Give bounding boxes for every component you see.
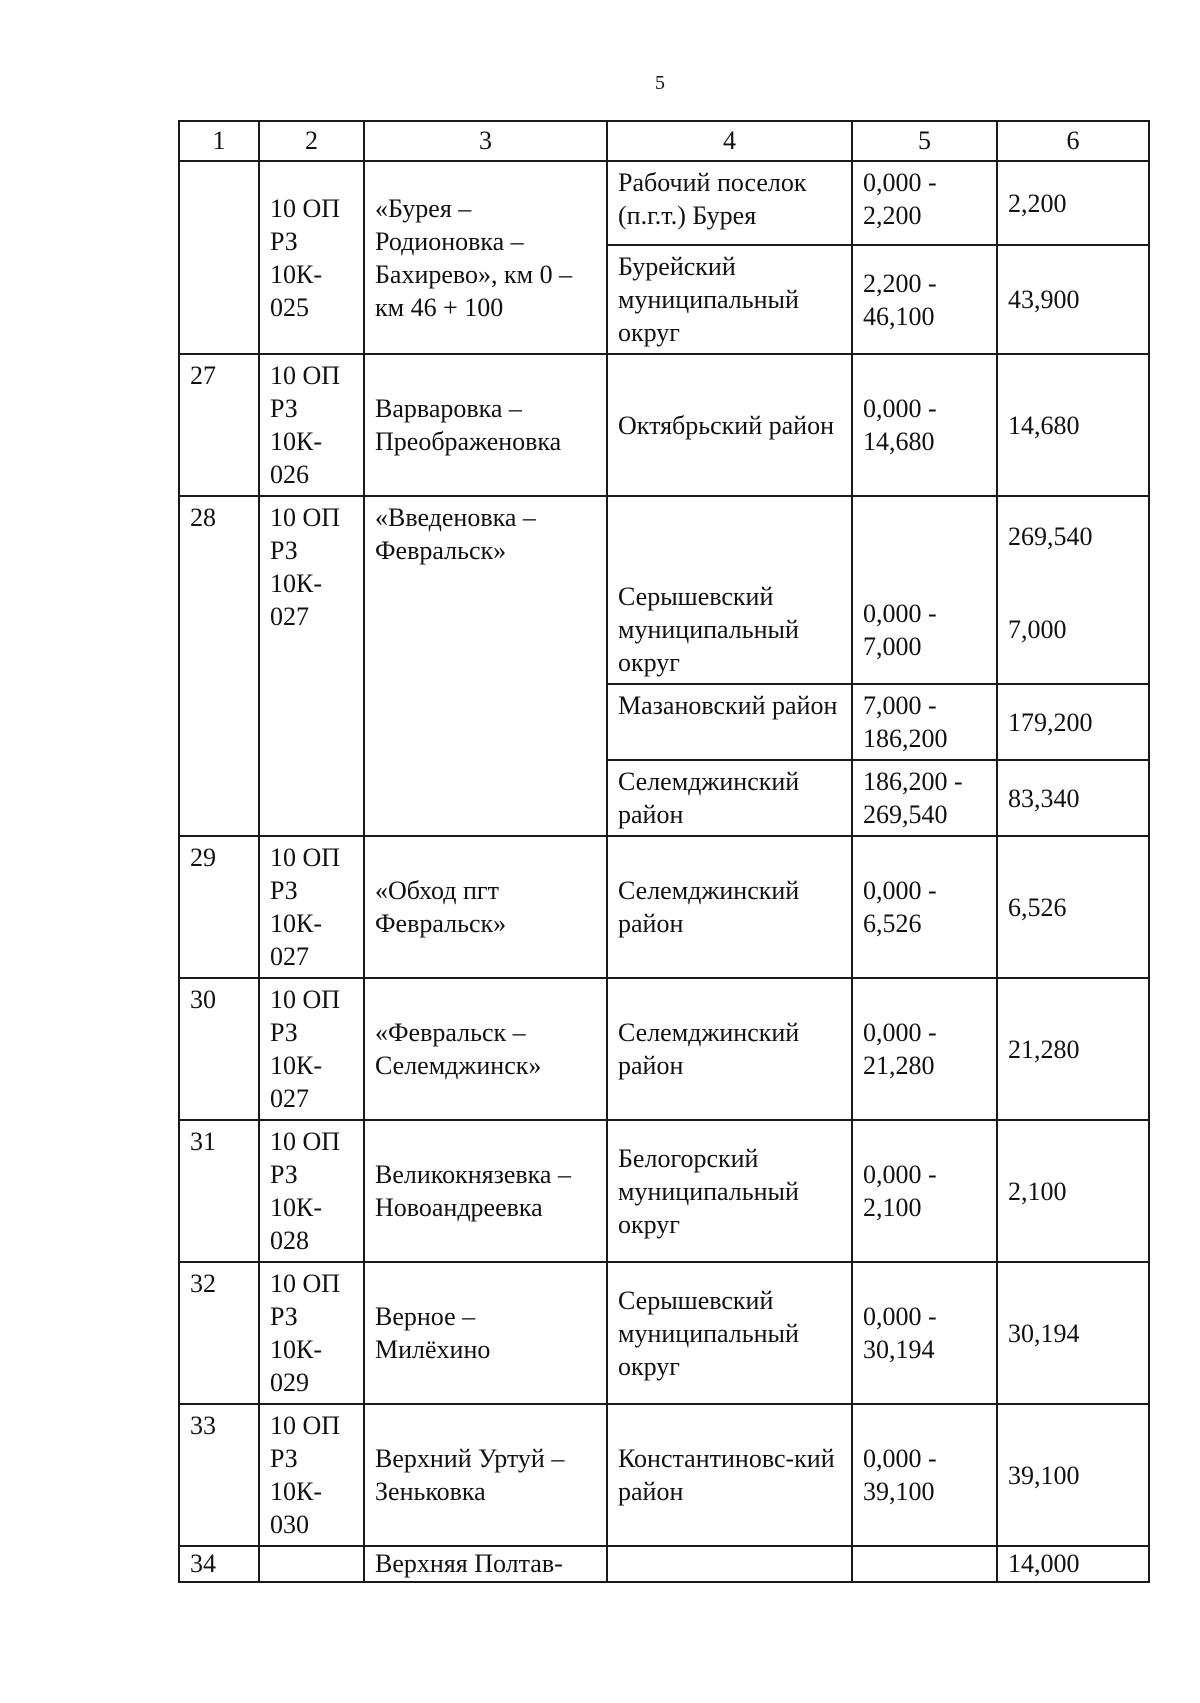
road-code xyxy=(259,1262,364,1404)
table-row xyxy=(179,161,1149,245)
column-header: 1 xyxy=(179,121,259,161)
road-code-line: РЗ xyxy=(270,876,298,905)
road-code xyxy=(259,978,364,1120)
length-km: 14,680 xyxy=(997,354,1149,496)
road-code-line: 025 xyxy=(270,292,309,322)
km-range: 0,000 - 21,280 xyxy=(852,978,997,1120)
road-code-line: 027 xyxy=(270,1084,309,1113)
road-code xyxy=(259,496,364,836)
km-range: 0,000 - 14,680 xyxy=(852,354,997,496)
table-row xyxy=(179,1120,1149,1262)
length-km: 2,200 xyxy=(997,161,1149,245)
area-name: Селемджинский район xyxy=(607,836,852,978)
road-name: «Февральск – Селемджинск» xyxy=(364,978,607,1120)
column-header: 6 xyxy=(997,121,1149,161)
road-code-line: 10К- xyxy=(270,259,322,289)
road-code-line: 10 ОП xyxy=(270,985,341,1014)
road-name: Варваровка – Преображеновка xyxy=(364,354,607,496)
road-code-line: 10 ОП xyxy=(270,361,341,390)
km-range: 7,000 - 186,200 xyxy=(852,684,997,760)
road-code-line: РЗ xyxy=(270,1018,298,1047)
road-name: Верное – Милёхино xyxy=(364,1262,607,1404)
road-code-line: 10 ОП xyxy=(270,1269,341,1298)
road-code-line: 026 xyxy=(270,460,309,489)
row-number: 30 xyxy=(179,978,259,1120)
road-code-line: 10 ОП xyxy=(270,503,341,532)
road-code xyxy=(259,354,364,496)
road-name: «Обход пгт Февральск» xyxy=(364,836,607,978)
road-code-line: 028 xyxy=(270,1226,309,1255)
row-number: 31 xyxy=(179,1120,259,1262)
road-code xyxy=(259,1120,364,1262)
road-code-line: 10К- xyxy=(270,1051,322,1080)
column-header: 5 xyxy=(852,121,997,161)
road-code-line: РЗ xyxy=(270,226,298,256)
column-header: 2 xyxy=(259,121,364,161)
road-code-line: 10 ОП xyxy=(270,1411,341,1440)
km-range: 0,000 - 6,526 xyxy=(852,836,997,978)
road-code-line: 10К- xyxy=(270,909,322,938)
km-range: 186,200 - 269,540 xyxy=(852,760,997,836)
road-code-line: 10 ОП xyxy=(270,193,341,223)
table-row xyxy=(179,1262,1149,1404)
area-name: Селемджинский район xyxy=(607,760,852,836)
road-code-line: РЗ xyxy=(270,1444,298,1473)
length-km: 7,000 xyxy=(997,576,1149,684)
km-range: 0,000 - 39,100 xyxy=(852,1404,997,1546)
road-code-line: 10К- xyxy=(270,569,322,598)
row-number: 34 xyxy=(179,1546,259,1582)
row-number: 32 xyxy=(179,1262,259,1404)
table-row xyxy=(179,1404,1149,1546)
road-code-line: 10К- xyxy=(270,427,322,456)
road-code-line: 10 ОП xyxy=(270,1127,341,1156)
area-name xyxy=(607,1546,852,1582)
length-km: 21,280 xyxy=(997,978,1149,1120)
area-name: Серышевский муниципальный округ xyxy=(607,1262,852,1404)
header-row xyxy=(179,121,1149,161)
road-code xyxy=(259,1404,364,1546)
table-row xyxy=(179,978,1149,1120)
road-name: Великокнязевка – Новоандреевка xyxy=(364,1120,607,1262)
km-range-empty xyxy=(852,496,997,576)
length-km: 30,194 xyxy=(997,1262,1149,1404)
length-km: 39,100 xyxy=(997,1404,1149,1546)
km-range xyxy=(852,1546,997,1582)
area-name: Селемджинский район xyxy=(607,978,852,1120)
area-name: Белогорский муниципальный округ xyxy=(607,1120,852,1262)
length-km: 14,000 xyxy=(997,1546,1149,1582)
road-name: «Бурея – Родионовка – Бахирево», км 0 – км 46 + 100 xyxy=(364,161,607,354)
road-code xyxy=(259,836,364,978)
table-row xyxy=(179,1546,1149,1582)
total-length-km: 269,540 xyxy=(997,496,1149,576)
area-name: Мазановский район xyxy=(607,684,852,760)
road-code-line: 10К- xyxy=(270,1477,322,1506)
km-range: 2,200 - 46,100 xyxy=(852,245,997,354)
row-number: 28 xyxy=(179,496,259,836)
length-km: 83,340 xyxy=(997,760,1149,836)
road-code-line: РЗ xyxy=(270,394,298,423)
road-code-line: 030 xyxy=(270,1510,309,1539)
table-row xyxy=(179,354,1149,496)
road-code-line: РЗ xyxy=(270,1302,298,1331)
row-number: 27 xyxy=(179,354,259,496)
roads-table xyxy=(178,120,1150,1583)
road-name: Верхняя Полтав- xyxy=(364,1546,607,1582)
length-km: 179,200 xyxy=(997,684,1149,760)
row-number xyxy=(179,161,259,354)
area-name: Константиновс-кий район xyxy=(607,1404,852,1546)
road-code-line: 027 xyxy=(270,942,309,971)
area-name: Бурейский муниципальный округ xyxy=(607,245,852,354)
road-code xyxy=(259,161,364,354)
area-name: Рабочий поселок (п.г.т.) Бурея xyxy=(607,161,852,245)
road-code-line: 029 xyxy=(270,1368,309,1397)
road-code-line: РЗ xyxy=(270,1160,298,1189)
page-number: 5 xyxy=(655,72,665,94)
table-row xyxy=(179,836,1149,978)
road-name: «Введеновка – Февральск» xyxy=(364,496,607,836)
area-name: Серышевский муниципальный округ xyxy=(607,576,852,684)
length-km: 43,900 xyxy=(997,245,1149,354)
road-code-line: РЗ xyxy=(270,536,298,565)
road-code-empty xyxy=(259,1546,364,1582)
table-row xyxy=(179,496,1149,576)
road-code-line: 10К- xyxy=(270,1193,322,1222)
road-code-line: 10К- xyxy=(270,1335,322,1364)
length-km: 6,526 xyxy=(997,836,1149,978)
column-header: 3 xyxy=(364,121,607,161)
km-range: 0,000 - 30,194 xyxy=(852,1262,997,1404)
km-range: 0,000 - 2,100 xyxy=(852,1120,997,1262)
km-range: 0,000 - 7,000 xyxy=(852,576,997,684)
row-number: 29 xyxy=(179,836,259,978)
area-name-empty xyxy=(607,496,852,576)
row-number: 33 xyxy=(179,1404,259,1546)
road-name: Верхний Уртуй – Зеньковка xyxy=(364,1404,607,1546)
length-km: 2,100 xyxy=(997,1120,1149,1262)
road-code-line: 10 ОП xyxy=(270,843,341,872)
column-header: 4 xyxy=(607,121,852,161)
road-code-line: 027 xyxy=(270,602,309,631)
km-range: 0,000 - 2,200 xyxy=(852,161,997,245)
area-name: Октябрьский район xyxy=(607,354,852,496)
